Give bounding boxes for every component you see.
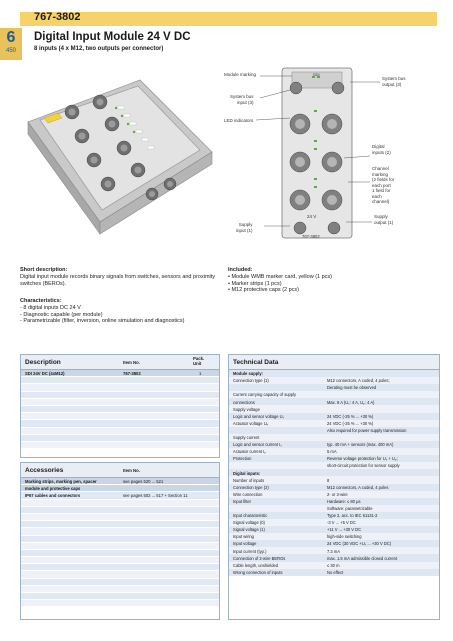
table-row-empty <box>21 384 219 391</box>
table-cell-desc: SDI 24V DC (4xM12) <box>25 370 65 376</box>
table-row-empty <box>21 428 219 435</box>
page-title: Digital Input Module 24 V DC <box>34 31 191 43</box>
characteristics <box>20 298 220 325</box>
tech-data-value: ≤ 30 m <box>327 562 340 568</box>
callout-led-indicators: LED indicators <box>224 118 254 123</box>
tech-data-label: Current carrying capacity of supply <box>233 392 297 398</box>
table-row-empty <box>21 543 219 550</box>
tech-data-value: 24 VDC (-25 % ... +30 %) <box>327 413 374 419</box>
col-item-no: Item No. <box>123 467 140 473</box>
tech-data-value: short-circuit protection for sensor supply <box>327 463 400 469</box>
section-tab-page: 450 <box>5 48 16 54</box>
tech-data-label: Signal voltage (0) <box>233 520 265 526</box>
tech-data-value: Type 2, acc. to IEC 61131-2 <box>327 513 378 519</box>
table-row-empty <box>21 600 219 607</box>
table-cell-item: 767-3802 <box>123 370 141 376</box>
technical-data-title: Technical Data <box>233 358 279 366</box>
tech-data-value: +11 V ... +30 V DC <box>327 527 362 533</box>
table-row-empty <box>21 514 219 521</box>
panel-voltage-label: 24 V <box>307 214 317 219</box>
tech-data-value: Max. 8 A (Uₛ: 4 A, Uₚ: 4 A) <box>327 399 375 405</box>
table-row-empty <box>21 392 219 399</box>
tech-data-row <box>229 434 439 441</box>
tech-data-value: Derating must be observed <box>327 385 377 391</box>
table-row <box>21 485 219 492</box>
short-description-text: Digital input module records binary signals from switches, sensors and proximity switches (BEROs). <box>20 273 216 287</box>
tech-data-row <box>229 469 439 476</box>
tech-data-label: Connection type (2) <box>233 484 269 490</box>
article-number: 767-3802 <box>34 11 81 23</box>
callout-supply-input: Supply input (1) <box>236 222 253 233</box>
technical-data-rows <box>229 370 439 576</box>
tech-data-row <box>229 448 439 455</box>
tech-data-row <box>229 391 439 398</box>
header-band <box>20 12 437 26</box>
section-tab <box>0 28 22 60</box>
tech-data-label: Signal voltage (1) <box>233 527 265 533</box>
tech-data-value: -3 V ... +5 V DC <box>327 520 356 526</box>
characteristics-item: - Diagnostic capable (per module) <box>20 311 103 318</box>
tech-data-row <box>229 519 439 526</box>
table-row-empty <box>21 557 219 564</box>
included-item: • Marker strips (1 pcs) <box>228 280 282 287</box>
table-row-empty <box>21 399 219 406</box>
module-illustration <box>20 62 220 252</box>
callout-module-marking: Module marking <box>224 72 257 77</box>
tech-data-label: Supply current <box>233 435 260 441</box>
table-row-empty <box>21 413 219 420</box>
module-front-diagram <box>220 62 445 252</box>
short-description-heading: Short description: <box>20 267 68 273</box>
tech-data-value: typ. 40 mA + sensors (max. 400 mA) <box>327 442 394 448</box>
tech-data-label: Supply voltage <box>233 406 260 412</box>
tech-data-value: Reverse voltage protection for Uₛ + Uₚ; <box>327 456 398 462</box>
tech-data-label: connections <box>233 399 255 405</box>
table-row-empty <box>21 528 219 535</box>
technical-data-table <box>228 354 440 620</box>
table-row-empty <box>21 593 219 600</box>
tech-data-label: Input current (typ.) <box>233 548 267 554</box>
included <box>228 267 438 294</box>
accessories-table <box>20 462 220 620</box>
tech-data-row <box>229 441 439 448</box>
accessories-table-title: Accessories <box>25 466 64 474</box>
tech-data-value: 24 VDC (-25 % ... +30 %) <box>327 420 374 426</box>
tech-data-value: 7.3 mA <box>327 548 340 554</box>
tech-data-row <box>229 398 439 405</box>
tech-data-row <box>229 562 439 569</box>
page-subtitle: 8 inputs (4 x M12, two outputs per connector) <box>34 46 164 52</box>
tech-data-value: 8 <box>327 477 330 483</box>
tech-data-row <box>229 547 439 554</box>
tech-data-row <box>229 413 439 420</box>
table-row-empty <box>21 500 219 507</box>
tech-data-row <box>229 455 439 462</box>
section-tab-number: 6 <box>6 29 16 46</box>
table-cell-item: see pages 502 ... 517 + Section 11 <box>123 492 188 498</box>
accessories-table-header <box>21 463 219 478</box>
table-row-empty <box>21 406 219 413</box>
table-row-empty <box>21 377 219 384</box>
table-row-empty <box>21 435 219 442</box>
included-heading: Included: <box>228 267 253 273</box>
callout-channel-marking: Channel marking (2 fields for each port 1 field for each channel) <box>372 166 395 204</box>
tech-data-label: Connection of 2-wire BEROs <box>233 555 286 561</box>
table-row-empty <box>21 507 219 514</box>
tech-data-row <box>229 491 439 498</box>
tech-data-label: Number of inputs <box>233 477 265 483</box>
tech-data-row <box>229 484 439 491</box>
col-pack-unit: Pack. Unit <box>193 356 205 366</box>
tech-data-value: Hardware: ≤ 80 μs <box>327 498 361 504</box>
included-item: • M12 protective caps (2 pcs) <box>228 287 300 294</box>
technical-data-header <box>229 355 439 370</box>
callout-supply-output: Supply output (1) <box>374 214 394 225</box>
tech-data-value: M12 connectors, A coded, 4 poles; <box>327 378 390 384</box>
panel-top-label: SDI <box>313 72 320 77</box>
table-row-empty <box>21 579 219 586</box>
tech-data-value: max. 1.5 mA admissible closed current <box>327 555 398 561</box>
tech-data-label: Logic and sensor voltage Uₛ <box>233 413 285 419</box>
tech-data-label: Module supply: <box>233 371 264 377</box>
table-row <box>21 370 219 377</box>
table-cell-desc: module and protective caps <box>25 485 81 491</box>
table-cell-item: see pages 520 ... 521 <box>123 478 164 484</box>
tech-data-label: Digital inputs: <box>233 470 261 476</box>
tech-data-label: Actuator current Iₚ <box>233 449 267 455</box>
tech-data-row <box>229 554 439 561</box>
tech-data-value: 24 VDC (30 VDC +Uₛ ... +30 V DC) <box>327 541 392 547</box>
tech-data-row <box>229 370 439 377</box>
tech-data-value: high-side switching <box>327 534 362 540</box>
table-row <box>21 478 219 485</box>
description-table <box>20 354 220 458</box>
tech-data-row <box>229 533 439 540</box>
tech-data-value: M12 connectors, A coded, 4 poles <box>327 484 389 490</box>
description-table-title: Description <box>25 358 61 366</box>
tech-data-value: Software: parametrizable <box>327 505 373 511</box>
tech-data-label: Input characteristic <box>233 513 268 519</box>
tech-data-value: 5 mA <box>327 449 337 455</box>
table-row-empty <box>21 420 219 427</box>
characteristics-item: - Parametrizable (filter, inversion, online simulation and diagnostics) <box>20 318 185 325</box>
tech-data-value: Also required for power supply transmission <box>327 427 407 433</box>
tech-data-label: Input filter <box>233 498 251 504</box>
table-row <box>21 492 219 499</box>
included-item: • Module WMB marker card, yellow (1 pcs) <box>228 273 333 280</box>
tech-data-label: Connection type (1) <box>233 378 269 384</box>
callout-system-bus-output: System bus output (3) <box>382 76 406 87</box>
tech-data-value: 2- or 3-wire <box>327 491 348 497</box>
table-cell-desc: IP67 cables and connectors <box>25 492 81 498</box>
callout-system-bus-input: System bus input (3) <box>230 94 254 105</box>
table-row-empty <box>21 564 219 571</box>
tech-data-label: Protection <box>233 456 252 462</box>
table-row-empty <box>21 550 219 557</box>
tech-data-row <box>229 526 439 533</box>
table-row-empty <box>21 586 219 593</box>
characteristics-heading: Characteristics: <box>20 298 62 304</box>
tech-data-label: Logic and sensor current Iₛ <box>233 442 282 448</box>
table-row-empty <box>21 536 219 543</box>
tech-data-label: Input wiring <box>233 534 254 540</box>
tech-data-row <box>229 569 439 576</box>
tech-data-label: Wire connection <box>233 491 263 497</box>
tech-data-row <box>229 377 439 384</box>
tech-data-label: Cable length, unshielded <box>233 562 279 568</box>
front-view-drawing <box>220 62 445 252</box>
tech-data-row <box>229 505 439 512</box>
table-row-empty <box>21 521 219 528</box>
short-description <box>20 267 220 287</box>
tech-data-row <box>229 384 439 391</box>
tech-data-row <box>229 476 439 483</box>
table-cell-desc: Marking strips, marking pen, spacer <box>25 478 97 484</box>
characteristics-item: - 8 digital inputs DC 24 V <box>20 304 81 311</box>
product-photo <box>20 62 220 252</box>
col-item-no: Item No. <box>123 359 140 365</box>
tech-data-row <box>229 512 439 519</box>
panel-model-label: 767-3802 <box>302 234 320 239</box>
tech-data-value: No effect <box>327 569 344 575</box>
tech-data-row <box>229 405 439 412</box>
callout-digital-inputs: Digital inputs (2) <box>372 144 391 155</box>
tech-data-row <box>229 427 439 434</box>
tech-data-row <box>229 420 439 427</box>
tech-data-row <box>229 462 439 469</box>
table-cell-pack: 1 <box>199 370 202 376</box>
description-table-header <box>21 355 219 370</box>
tech-data-row <box>229 540 439 547</box>
tech-data-row <box>229 498 439 505</box>
table-row-empty <box>21 442 219 449</box>
tech-data-label: Input voltage <box>233 541 257 547</box>
tech-data-label: Wrong connection of inputs <box>233 569 283 575</box>
table-row-empty <box>21 571 219 578</box>
tech-data-label: Actuator voltage Uₚ <box>233 420 269 426</box>
